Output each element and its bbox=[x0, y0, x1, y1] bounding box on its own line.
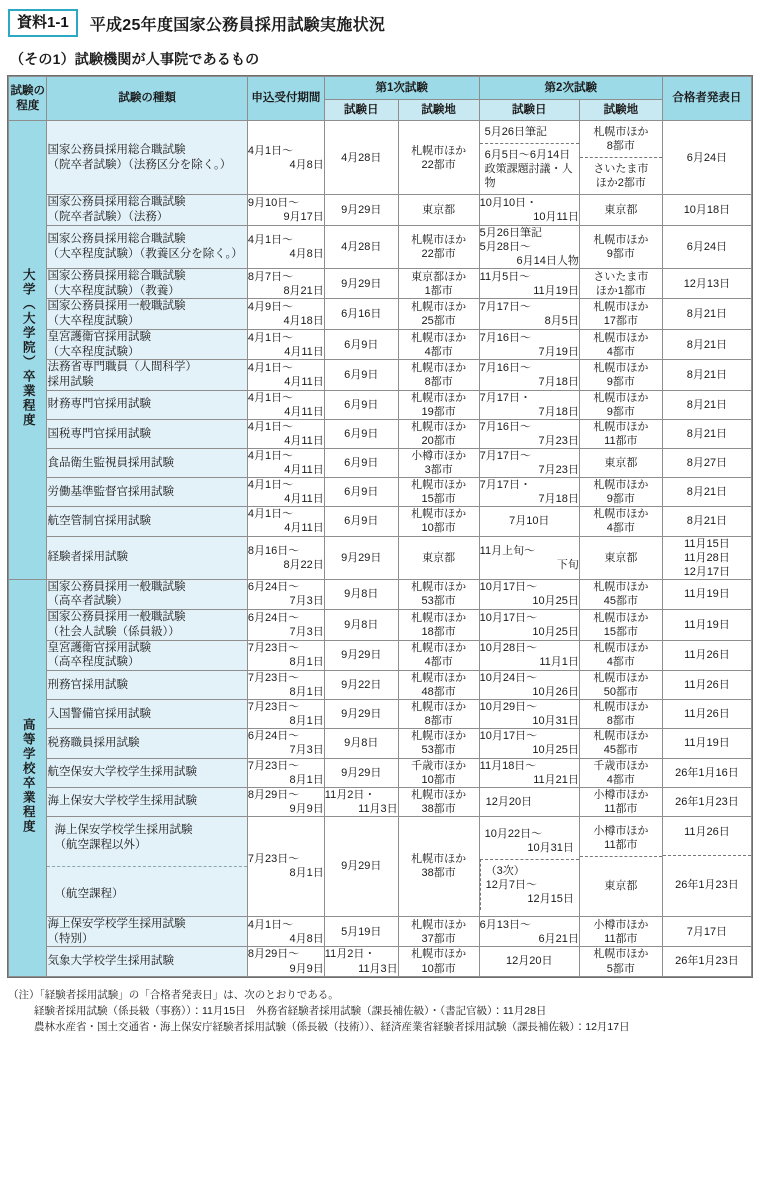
exam-kind: 入国警備官採用試験 bbox=[47, 700, 247, 729]
apply-period: 6月24日〜 7月3日 bbox=[247, 730, 324, 757]
exam2-date: 7月17日〜 7月23日 bbox=[479, 450, 579, 477]
apply-period: 4月1日〜 4月11日 bbox=[247, 450, 324, 477]
exam-schedule-table bbox=[8, 76, 752, 977]
exam1-date: 6月9日 bbox=[324, 360, 398, 390]
apply-period: 7月23日〜 8月1日 bbox=[247, 701, 324, 728]
exam-kind: 国家公務員採用総合職試験 （大卒程度試験）（教養） bbox=[47, 268, 247, 298]
exam1-date: 9月22日 bbox=[324, 671, 398, 700]
footnote-marker: （注） bbox=[8, 988, 40, 1001]
apply-period: 4月1日〜 4月11日 bbox=[247, 508, 324, 535]
table-row bbox=[9, 610, 752, 640]
exam1-place: 札幌市ほか 10都市 bbox=[398, 947, 479, 976]
exam2-date: 7月10日 bbox=[479, 507, 579, 536]
result-date: 26年1月16日 bbox=[662, 758, 751, 787]
table-row bbox=[9, 787, 752, 816]
exam1-date: 9月29日 bbox=[324, 640, 398, 670]
header-row-1 bbox=[9, 77, 752, 100]
exam2-place: 千歳市ほか 4都市 bbox=[579, 758, 662, 787]
exam1-place: 札幌市ほか 48都市 bbox=[398, 671, 479, 700]
result-date: 11月26日 26年1月23日 bbox=[662, 816, 751, 916]
exam2-date: 6月13日〜 6月21日 bbox=[479, 917, 579, 947]
apply-period: 4月9日〜 4月18日 bbox=[247, 299, 324, 329]
exam-kind: 国家公務員採用総合職試験 （院卒者試験）（法務） bbox=[47, 195, 247, 225]
exam1-place: 札幌市ほか 38都市 bbox=[398, 816, 479, 916]
apply-period: 8月29日〜 9月9日 bbox=[247, 948, 324, 975]
table-row bbox=[9, 536, 752, 579]
exam-kind bbox=[47, 121, 247, 195]
exam-kind: 海上保安大学校学生採用試験 bbox=[47, 787, 247, 816]
page-subtitle: （その1）試験機関が人事院であるもの bbox=[10, 51, 260, 67]
exam2-date: 5月26日筆記 6月5日〜6月14日 政策課題討議・人物 bbox=[479, 121, 579, 195]
result-date: 11月26日 bbox=[662, 700, 751, 729]
exam1-date: 6月9日 bbox=[324, 329, 398, 359]
exam1-place: 札幌市ほか 8都市 bbox=[398, 700, 479, 729]
apply-period: 6月24日〜 7月3日 bbox=[247, 610, 324, 640]
table-row bbox=[9, 195, 752, 225]
table-row bbox=[9, 671, 752, 700]
table-row bbox=[9, 449, 752, 478]
table-row bbox=[9, 579, 752, 609]
exam-kind: 食品衛生監視員採用試験 bbox=[47, 449, 247, 478]
exam2-place: 札幌市ほか 9都市 bbox=[579, 390, 662, 419]
exam1-date: 6月9日 bbox=[324, 478, 398, 507]
apply-period: 7月23日〜 8月1日 bbox=[247, 759, 324, 786]
exam-kind: 税務職員採用試験 bbox=[47, 729, 247, 758]
exam1-place: 札幌市ほか 19都市 bbox=[398, 390, 479, 419]
exam1-date: 9月29日 bbox=[324, 758, 398, 787]
footnote-line-2: 経験者採用試験（係長級（事務））：11月15日 外務省経験者採用試験（課長補佐級）・（書記官級）：11月28日 bbox=[34, 1004, 547, 1017]
table-row bbox=[9, 329, 752, 359]
document-badge: 資料1-1 bbox=[8, 9, 78, 37]
exam2-place: 札幌市ほか 4都市 bbox=[579, 507, 662, 536]
exam2-place: 札幌市ほか 50都市 bbox=[579, 671, 662, 700]
exam-kind: 皇宮護衛官採用試験 （大卒程度試験） bbox=[47, 329, 247, 359]
result-date: 10月18日 bbox=[662, 195, 751, 225]
exam1-place: 札幌市ほか 22都市 bbox=[398, 121, 479, 195]
exam1-place: 札幌市ほか 53都市 bbox=[398, 579, 479, 609]
exam-kind: 国税専門官採用試験 bbox=[47, 419, 247, 448]
exam1-date: 6月9日 bbox=[324, 507, 398, 536]
table-row bbox=[9, 268, 752, 298]
apply-period: 4月1日〜 4月11日 bbox=[247, 420, 324, 447]
exam1-date: 9月8日 bbox=[324, 610, 398, 640]
exam2-place: 札幌市ほか 4都市 bbox=[579, 329, 662, 359]
footnote-text-1: 「経験者採用試験」の「合格者発表日」は、次のとおりである。 bbox=[39, 988, 339, 1001]
exam2-place: 札幌市ほか 9都市 bbox=[579, 360, 662, 390]
apply-period: 6月24日〜 7月3日 bbox=[247, 579, 324, 609]
table-row bbox=[9, 225, 752, 268]
result-date: 11月26日 bbox=[662, 640, 751, 670]
exam1-date: 11月2日・ 11月3日 bbox=[324, 788, 398, 815]
table-row bbox=[9, 917, 752, 947]
exam-kind-line2: （院卒者試験）（法務区分を除く。） bbox=[47, 158, 232, 171]
exam1-date: 9月29日 bbox=[324, 700, 398, 729]
col-header-kind: 試験の種類 bbox=[47, 77, 247, 121]
result-date: 11月19日 bbox=[662, 579, 751, 609]
col-header-grade-line2: 程度 bbox=[16, 99, 40, 112]
exam2-place: 東京都 bbox=[579, 536, 662, 579]
exam2-date: 10月28日〜 11月1日 bbox=[479, 640, 579, 670]
exam2-date: 12月20日 bbox=[479, 787, 579, 816]
exam1-date: 11月2日・ 11月3日 bbox=[324, 948, 398, 975]
exam2-place: 小樽市ほか 11都市 bbox=[579, 787, 662, 816]
group-label-university-text: 大学（大学院）卒業程度 bbox=[21, 268, 36, 428]
exam1-place: 札幌市ほか 4都市 bbox=[398, 329, 479, 359]
exam2-date: 7月16日〜 7月23日 bbox=[479, 420, 579, 447]
result-date: 8月27日 bbox=[662, 449, 751, 478]
exam1-place: 千歳市ほか 10都市 bbox=[398, 758, 479, 787]
table-row bbox=[9, 299, 752, 329]
exam-kind: 財務専門官採用試験 bbox=[47, 390, 247, 419]
exam2-date: 10月17日〜 10月25日 bbox=[479, 579, 579, 609]
exam-kind: 国家公務員採用一般職試験 （高卒者試験） bbox=[47, 579, 247, 609]
table-row bbox=[9, 758, 752, 787]
exam1-place: 札幌市ほか 4都市 bbox=[398, 640, 479, 670]
result-date: 26年1月23日 bbox=[662, 787, 751, 816]
col-header-exam1-date: 試験日 bbox=[324, 100, 398, 121]
footnote-line-1 bbox=[8, 987, 752, 1003]
result-date: 11月26日 bbox=[662, 671, 751, 700]
exam-kind: 経験者採用試験 bbox=[47, 536, 247, 579]
exam1-date: 5月19日 bbox=[324, 917, 398, 947]
col-header-exam2-date: 試験日 bbox=[479, 100, 579, 121]
exam2-date: 7月16日〜 7月19日 bbox=[479, 329, 579, 359]
table-row bbox=[9, 419, 752, 448]
exam2-place: 札幌市ほか 15都市 bbox=[579, 610, 662, 640]
col-header-result-date: 合格者発表日 bbox=[662, 77, 751, 121]
exam-kind: 海上保安学校学生採用試験 （航空課程以外） （航空課程） bbox=[47, 816, 247, 916]
exam2-place: 東京都 bbox=[579, 449, 662, 478]
apply-period: 8月29日〜 9月9日 bbox=[247, 788, 324, 815]
apply-period: 4月1日〜 4月8日 bbox=[247, 121, 324, 195]
exam2-date: 5月26日筆記 5月28日〜 6月14日人物 bbox=[479, 226, 579, 267]
table-row bbox=[9, 729, 752, 758]
exam2-date: 11月上旬〜 下旬 bbox=[479, 536, 579, 579]
exam1-place: 札幌市ほか 25都市 bbox=[398, 299, 479, 329]
exam2-date: 7月16日〜 7月18日 bbox=[479, 360, 579, 390]
apply-period: 8月16日〜 8月22日 bbox=[247, 536, 324, 579]
exam2-date: 10月17日〜 10月25日 bbox=[479, 610, 579, 640]
apply-period: 7月23日〜 8月1日 bbox=[247, 672, 324, 699]
exam-kind: 航空管制官採用試験 bbox=[47, 507, 247, 536]
table-header bbox=[9, 77, 752, 121]
exam-kind-line1: 国家公務員採用総合職試験 bbox=[47, 143, 186, 156]
result-date: 11月19日 bbox=[662, 729, 751, 758]
exam2-place: 札幌市ほか 11都市 bbox=[579, 419, 662, 448]
table-row bbox=[9, 947, 752, 976]
table-row bbox=[9, 360, 752, 390]
exam2-date: 7月17日・ 7月18日 bbox=[479, 391, 579, 418]
apply-period: 7月23日〜 8月1日 bbox=[247, 640, 324, 670]
exam2-place: 札幌市ほか 45都市 bbox=[579, 729, 662, 758]
apply-period: 4月1日〜 4月8日 bbox=[247, 917, 324, 947]
exam-kind: 気象大学校学生採用試験 bbox=[47, 947, 247, 976]
exam1-date: 6月9日 bbox=[324, 390, 398, 419]
exam2-date: 12月20日 bbox=[479, 947, 579, 976]
col-header-exam1-place: 試験地 bbox=[398, 100, 479, 121]
table-row bbox=[9, 640, 752, 670]
table-row bbox=[9, 390, 752, 419]
group-label-highschool bbox=[9, 579, 47, 976]
result-date: 7月17日 bbox=[662, 917, 751, 947]
exam2-place: 札幌市ほか 4都市 bbox=[579, 640, 662, 670]
apply-period: 4月1日〜 4月11日 bbox=[247, 329, 324, 359]
exam2-date: 7月17日・ 7月18日 bbox=[479, 479, 579, 506]
title-row bbox=[8, 0, 752, 40]
apply-period: 4月1日〜 4月11日 bbox=[247, 391, 324, 418]
exam-kind: 国家公務員採用総合職試験 （大卒程度試験）（教養区分を除く。） bbox=[47, 225, 247, 268]
exam2-place: 小樽市ほか 11都市 東京都 bbox=[579, 816, 662, 916]
exam-kind: 労働基準監督官採用試験 bbox=[47, 478, 247, 507]
result-date: 8月21日 bbox=[662, 419, 751, 448]
apply-period: 8月7日〜 8月21日 bbox=[247, 268, 324, 298]
exam1-date: 9月29日 bbox=[324, 195, 398, 225]
exam1-place: 札幌市ほか 15都市 bbox=[398, 478, 479, 507]
exam2-date: 10月22日〜 10月31日 （3次） 12月7日〜 12月15日 bbox=[479, 816, 579, 916]
exam1-place: 札幌市ほか 10都市 bbox=[398, 507, 479, 536]
result-date: 8月21日 bbox=[662, 329, 751, 359]
result-date: 11月15日 11月28日 12月17日 bbox=[662, 536, 751, 579]
exam2-place: さいたま市 ほか1都市 bbox=[579, 268, 662, 298]
exam2-place: 札幌市ほか 8都市 さいたま市 ほか2都市 bbox=[579, 121, 662, 195]
exam1-date: 4月28日 bbox=[324, 225, 398, 268]
exam2-place: 札幌市ほか 5都市 bbox=[579, 947, 662, 976]
apply-period: 4月1日〜 4月11日 bbox=[247, 479, 324, 506]
table-row bbox=[9, 121, 752, 195]
exam2-place: 札幌市ほか 8都市 bbox=[579, 700, 662, 729]
exam2-date: 10月24日〜 10月26日 bbox=[479, 672, 579, 699]
table-row bbox=[9, 507, 752, 536]
exam2-date: 10月10日・ 10月11日 bbox=[479, 195, 579, 225]
exam1-place: 札幌市ほか 8都市 bbox=[398, 360, 479, 390]
table-row bbox=[9, 478, 752, 507]
result-date: 11月19日 bbox=[662, 610, 751, 640]
exam2-date: 10月29日〜 10月31日 bbox=[479, 701, 579, 728]
exam2-place: 札幌市ほか 17都市 bbox=[579, 299, 662, 329]
exam1-date: 6月16日 bbox=[324, 299, 398, 329]
exam2-date: 10月17日〜 10月25日 bbox=[479, 730, 579, 757]
table-row bbox=[9, 700, 752, 729]
exam2-place: 札幌市ほか 9都市 bbox=[579, 225, 662, 268]
exam1-place: 札幌市ほか 20都市 bbox=[398, 419, 479, 448]
exam2-place: 札幌市ほか 9都市 bbox=[579, 478, 662, 507]
group-label-highschool-text: 高等学校卒業程度 bbox=[21, 717, 36, 834]
col-header-apply-period: 申込受付期間 bbox=[247, 77, 324, 121]
footnote-line-3: 農林水産省・国土交通省・海上保安庁経験者採用試験（係長級（技術））、経済産業省経験者採用試験（課長補佐級）：12月17日 bbox=[34, 1021, 630, 1034]
exam1-place: 札幌市ほか 18都市 bbox=[398, 610, 479, 640]
exam-kind: 法務省専門職員（人間科学） 採用試験 bbox=[47, 360, 247, 390]
result-date: 8月21日 bbox=[662, 478, 751, 507]
exam1-place: 札幌市ほか 22都市 bbox=[398, 225, 479, 268]
col-header-grade bbox=[9, 77, 47, 121]
apply-period: 7月23日〜 8月1日 bbox=[247, 816, 324, 916]
exam-kind: 国家公務員採用一般職試験 （社会人試験（係員級）） bbox=[47, 610, 247, 640]
group-label-university bbox=[9, 121, 47, 580]
exam-kind: 皇宮護衛官採用試験 （高卒程度試験） bbox=[47, 640, 247, 670]
table-row-split bbox=[9, 816, 752, 916]
exam1-place: 東京都 bbox=[398, 195, 479, 225]
exam1-date: 6月9日 bbox=[324, 449, 398, 478]
exam-kind: 国家公務員採用一般職試験 （大卒程度試験） bbox=[47, 299, 247, 329]
exam1-place: 小樽市ほか 3都市 bbox=[398, 449, 479, 478]
result-date: 6月24日 bbox=[662, 121, 751, 195]
col-header-exam2-place: 試験地 bbox=[579, 100, 662, 121]
exam2-place: 東京都 bbox=[579, 195, 662, 225]
exam-kind: 海上保安学校学生採用試験 （特別） bbox=[47, 917, 247, 947]
col-header-exam2: 第2次試験 bbox=[479, 77, 662, 100]
exam1-place: 東京都 bbox=[398, 536, 479, 579]
col-header-grade-line1: 試験の bbox=[10, 84, 45, 97]
exam1-date: 9月29日 bbox=[324, 268, 398, 298]
exam1-date: 4月28日 bbox=[324, 121, 398, 195]
result-date: 8月21日 bbox=[662, 299, 751, 329]
exam1-date: 9月29日 bbox=[324, 536, 398, 579]
result-date: 8月21日 bbox=[662, 390, 751, 419]
exam1-date: 9月29日 bbox=[324, 816, 398, 916]
col-header-exam1: 第1次試験 bbox=[324, 77, 479, 100]
page-title: 平成25年度国家公務員採用試験実施状況 bbox=[89, 16, 386, 34]
apply-period: 9月10日〜 9月17日 bbox=[247, 195, 324, 225]
exam2-date: 11月5日〜 11月19日 bbox=[479, 268, 579, 298]
footnote-block bbox=[8, 987, 752, 1036]
exam2-date: 11月18日〜 11月21日 bbox=[479, 759, 579, 786]
exam1-place: 札幌市ほか 37都市 bbox=[398, 917, 479, 947]
exam-kind: 航空保安大学校学生採用試験 bbox=[47, 758, 247, 787]
exam1-date: 9月8日 bbox=[324, 579, 398, 609]
exam2-date: 7月17日〜 8月5日 bbox=[479, 299, 579, 329]
exam1-date: 6月9日 bbox=[324, 419, 398, 448]
exam2-place: 小樽市ほか 11都市 bbox=[579, 917, 662, 947]
result-date: 8月21日 bbox=[662, 507, 751, 536]
result-date: 26年1月23日 bbox=[662, 947, 751, 976]
result-date: 6月24日 bbox=[662, 225, 751, 268]
apply-period: 4月1日〜 4月11日 bbox=[247, 360, 324, 390]
apply-period: 4月1日〜 4月8日 bbox=[247, 225, 324, 268]
exam-kind: 刑務官採用試験 bbox=[47, 671, 247, 700]
exam1-place: 東京都ほか 1都市 bbox=[398, 268, 479, 298]
exam1-place: 札幌市ほか 53都市 bbox=[398, 729, 479, 758]
exam1-place: 札幌市ほか 38都市 bbox=[398, 787, 479, 816]
result-date: 12月13日 bbox=[662, 268, 751, 298]
table-body bbox=[9, 121, 752, 977]
exam1-date: 9月8日 bbox=[324, 729, 398, 758]
result-date: 8月21日 bbox=[662, 360, 751, 390]
exam2-place: 札幌市ほか 45都市 bbox=[579, 579, 662, 609]
